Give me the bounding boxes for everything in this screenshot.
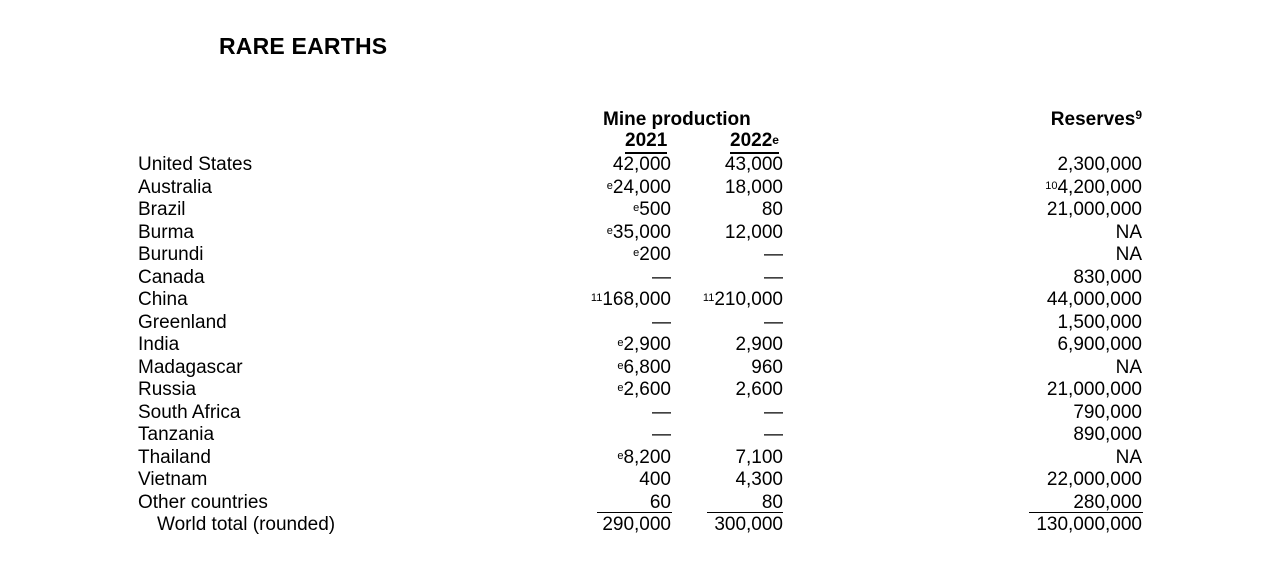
production-2022-value: — bbox=[764, 266, 783, 288]
production-2022-value: — bbox=[764, 401, 783, 423]
production-2021-value: 400 bbox=[639, 469, 671, 490]
production-2022 bbox=[735, 469, 783, 492]
reserves-value bbox=[1047, 199, 1142, 222]
total-rule-2022 bbox=[707, 512, 783, 513]
production-2022 bbox=[703, 289, 783, 312]
production-2021-value: 42,000 bbox=[612, 154, 671, 175]
reserves-value bbox=[1057, 154, 1142, 177]
production-2021-value: — bbox=[652, 311, 671, 333]
table-row bbox=[0, 289, 1280, 312]
production-2021-value: — bbox=[652, 401, 671, 423]
reserves-value-value: 790,000 bbox=[1073, 401, 1142, 423]
production-2021-note: e bbox=[633, 202, 640, 214]
production-2021 bbox=[652, 267, 671, 290]
reserves-header bbox=[1051, 109, 1142, 131]
reserves-value bbox=[1047, 469, 1142, 492]
production-2021-note: e bbox=[606, 224, 613, 237]
production-2022-value: — bbox=[764, 311, 783, 333]
production-2021 bbox=[607, 177, 671, 200]
production-2021-note: e bbox=[617, 449, 624, 462]
production-2022-value: 4,300 bbox=[735, 469, 783, 490]
production-2021-value: — bbox=[652, 424, 671, 445]
production-2021-value: 500 bbox=[639, 199, 671, 220]
production-2022-value: — bbox=[764, 244, 783, 265]
production-2021 bbox=[617, 357, 671, 380]
country-name: Thailand bbox=[138, 446, 211, 468]
year-2022-label: 2022 bbox=[730, 130, 773, 151]
country-name: China bbox=[138, 289, 188, 310]
table-row bbox=[0, 402, 1280, 425]
production-2022-value: 210,000 bbox=[714, 289, 783, 310]
table-row bbox=[0, 357, 1280, 380]
production-2021 bbox=[652, 424, 671, 447]
production-2021-value: 60 bbox=[649, 491, 671, 513]
reserves-value bbox=[1116, 357, 1142, 380]
table-row bbox=[0, 244, 1280, 267]
production-2021-note: e bbox=[617, 382, 624, 394]
total-rule-2021 bbox=[597, 512, 672, 513]
reserves-value-value: 44,000,000 bbox=[1046, 289, 1142, 310]
production-2022-value: — bbox=[764, 424, 783, 445]
country-name: Russia bbox=[138, 379, 197, 400]
production-2022 bbox=[764, 244, 783, 267]
production-2021 bbox=[633, 244, 671, 267]
reserves-value-value: 2,300,000 bbox=[1057, 154, 1142, 175]
reserves-note: 9 bbox=[1135, 108, 1142, 122]
production-2021 bbox=[639, 469, 671, 492]
table-row bbox=[0, 267, 1280, 290]
production-2021 bbox=[652, 312, 671, 335]
production-2021 bbox=[652, 402, 671, 425]
production-2022 bbox=[725, 177, 783, 200]
production-2021 bbox=[650, 492, 671, 515]
production-2022 bbox=[764, 312, 783, 335]
table-row bbox=[0, 222, 1280, 245]
production-2021-value: — bbox=[652, 266, 671, 288]
total-2021: 290,000 bbox=[602, 514, 671, 535]
production-2022 bbox=[762, 492, 783, 515]
reserves-value-value: 21,000,000 bbox=[1046, 379, 1142, 400]
country-name: Madagascar bbox=[138, 356, 243, 378]
production-2022-value: 2,600 bbox=[735, 379, 783, 400]
production-2021 bbox=[617, 379, 671, 402]
production-2021 bbox=[633, 199, 671, 222]
production-2022 bbox=[751, 357, 783, 380]
country-name: Vietnam bbox=[138, 469, 208, 490]
country-name: Canada bbox=[138, 266, 205, 288]
production-2022-value: 80 bbox=[761, 199, 783, 220]
reserves-value bbox=[1073, 402, 1142, 425]
production-2021 bbox=[607, 222, 671, 245]
reserves-value-note: 10 bbox=[1045, 179, 1058, 192]
reserves-value bbox=[1073, 492, 1142, 515]
country-name: Greenland bbox=[138, 311, 227, 333]
page-title: RARE EARTHS bbox=[219, 33, 388, 59]
production-2021 bbox=[613, 154, 671, 177]
year-2021-label: 2021 bbox=[625, 130, 668, 151]
production-2022-value: 12,000 bbox=[724, 221, 783, 243]
production-2022-value: 43,000 bbox=[724, 154, 783, 175]
table-row bbox=[0, 447, 1280, 470]
reserves-value-value: NA bbox=[1115, 221, 1142, 243]
table-row bbox=[0, 334, 1280, 357]
production-2021-value: 2,600 bbox=[623, 379, 671, 400]
table-row bbox=[0, 492, 1280, 515]
country-name: India bbox=[138, 334, 180, 355]
country-name: Tanzania bbox=[138, 424, 215, 445]
production-2022 bbox=[735, 379, 783, 402]
production-2021-value: 8,200 bbox=[623, 446, 671, 468]
reserves-value-value: 22,000,000 bbox=[1046, 469, 1142, 490]
reserves-value-value: NA bbox=[1115, 244, 1142, 265]
production-2022-value: 2,900 bbox=[735, 334, 783, 355]
production-2022 bbox=[735, 447, 783, 470]
total-label: World total (rounded) bbox=[157, 514, 336, 535]
production-2021-value: 24,000 bbox=[612, 176, 671, 198]
production-2022-value: 7,100 bbox=[735, 446, 783, 468]
country-name: United States bbox=[138, 154, 253, 175]
production-2022 bbox=[725, 222, 783, 245]
reserves-value bbox=[1116, 447, 1142, 470]
reserves-value bbox=[1045, 177, 1142, 200]
table-row bbox=[0, 379, 1280, 402]
total-row bbox=[0, 514, 1280, 537]
reserves-value-value: 21,000,000 bbox=[1046, 199, 1142, 220]
production-2021-value: 35,000 bbox=[612, 221, 671, 243]
production-2021-note: e bbox=[617, 359, 624, 372]
reserves-value bbox=[1116, 222, 1142, 245]
production-2021 bbox=[617, 334, 671, 357]
reserves-label: Reserves bbox=[1050, 109, 1136, 130]
table-row bbox=[0, 177, 1280, 200]
production-2021-value: 200 bbox=[639, 244, 671, 265]
reserves-value bbox=[1057, 334, 1142, 357]
production-2021 bbox=[617, 447, 671, 470]
production-2022 bbox=[764, 424, 783, 447]
reserves-value bbox=[1116, 244, 1142, 267]
country-name: Australia bbox=[138, 176, 212, 198]
mine-production-header: Mine production bbox=[603, 109, 751, 130]
table-row bbox=[0, 312, 1280, 335]
reserves-value-value: 6,900,000 bbox=[1057, 334, 1142, 355]
production-2022-value: 80 bbox=[761, 491, 783, 513]
country-name: South Africa bbox=[138, 401, 241, 423]
total-2022: 300,000 bbox=[714, 514, 783, 535]
table-row bbox=[0, 199, 1280, 222]
production-2021-note: e bbox=[633, 247, 640, 259]
country-name: Other countries bbox=[138, 491, 268, 513]
production-2021-value: 2,900 bbox=[623, 334, 671, 355]
reserves-value-value: NA bbox=[1115, 446, 1142, 468]
reserves-value-value: 4,200,000 bbox=[1057, 176, 1142, 198]
country-name: Brazil bbox=[138, 199, 186, 220]
production-2022-value: 18,000 bbox=[724, 176, 783, 198]
reserves-value bbox=[1073, 424, 1142, 447]
production-2021-note: 11 bbox=[590, 292, 603, 304]
production-2021 bbox=[591, 289, 671, 312]
production-2022 bbox=[764, 402, 783, 425]
reserves-value-value: 830,000 bbox=[1073, 266, 1142, 288]
production-2022 bbox=[762, 199, 783, 222]
production-2021-note: e bbox=[617, 337, 624, 349]
reserves-value-value: 1,500,000 bbox=[1057, 311, 1142, 333]
production-2022 bbox=[735, 334, 783, 357]
year-2022-note: e bbox=[772, 133, 779, 147]
reserves-value bbox=[1047, 289, 1142, 312]
production-2022-note: 11 bbox=[702, 292, 715, 304]
year-2021-header bbox=[625, 131, 667, 154]
year-2022-header bbox=[730, 131, 779, 154]
production-2022-value: 960 bbox=[751, 356, 783, 378]
production-2021-note: e bbox=[606, 179, 613, 192]
reserves-value bbox=[1073, 267, 1142, 290]
production-2021-value: 168,000 bbox=[602, 289, 671, 310]
table-row bbox=[0, 424, 1280, 447]
total-reserves: 130,000,000 bbox=[1036, 514, 1142, 535]
production-2022 bbox=[764, 267, 783, 290]
production-2021-value: 6,800 bbox=[623, 356, 671, 378]
reserves-value-value: 280,000 bbox=[1073, 491, 1142, 513]
country-name: Burundi bbox=[138, 244, 204, 265]
reserves-value-value: NA bbox=[1115, 356, 1142, 378]
table-row bbox=[0, 154, 1280, 177]
production-table bbox=[0, 154, 1280, 537]
reserves-value bbox=[1047, 379, 1142, 402]
reserves-value-value: 890,000 bbox=[1073, 424, 1142, 445]
table-row bbox=[0, 469, 1280, 492]
country-name: Burma bbox=[138, 221, 194, 243]
total-rule-reserves bbox=[1029, 512, 1143, 513]
reserves-value bbox=[1057, 312, 1142, 335]
production-2022 bbox=[725, 154, 783, 177]
